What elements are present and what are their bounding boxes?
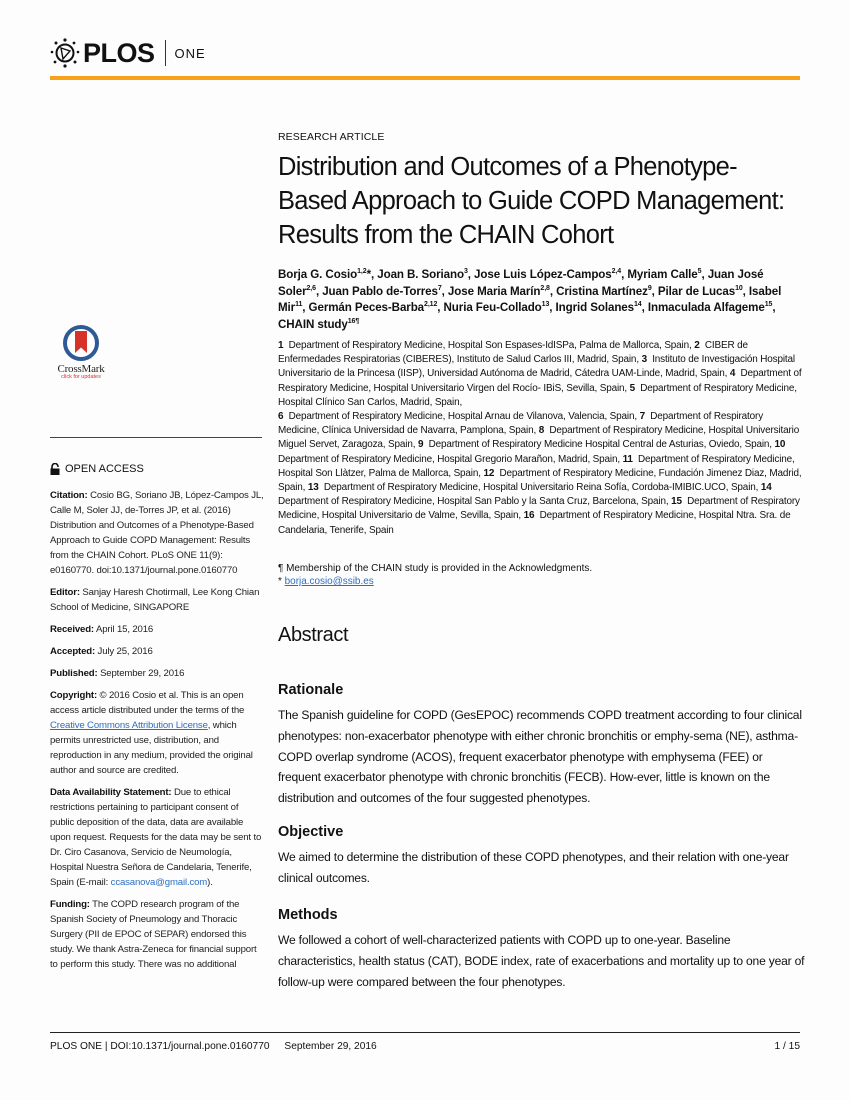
received-date: April 15, 2016	[95, 624, 154, 635]
cc-license-link[interactable]: Creative Commons Attribution License	[50, 720, 208, 731]
corresponding-author	[278, 575, 803, 588]
author: Jose Maria Marín$^{2,8}$	[447, 284, 550, 298]
received-label: Received:	[50, 624, 94, 635]
crossmark-ribbon-icon	[75, 331, 87, 353]
funding-text: The COPD research program of the Spanish Society of Pneumology and Thoracic Surgery (PII de EPOC of SEPAR) endorsed this study. We thank Astra-Zeneca for financial support to perform this study. There was no additional	[50, 899, 257, 970]
author: Borja G. Cosio$^{1,2}$*	[278, 268, 371, 281]
accepted-label: Accepted:	[50, 646, 96, 657]
affiliation: 5 Department of Respiratory Medicine, Hospital Clínico San Carlos, Madrid, Spain,	[278, 382, 797, 408]
affiliation: 8 Department of Respiratory Medicine, Hospital Universitario Miguel Servet, Zaragoza, Spain,	[278, 425, 800, 451]
logo-one-text: ONE	[174, 45, 206, 61]
affiliation: 12 Department of Respiratory Medicine, Fundación Jimenez Diaz, Madrid, Spain,	[278, 467, 802, 494]
editor-block	[50, 585, 264, 615]
editor-text: Sanjay Haresh Chotirmall, Lee Kong Chian School of Medicine, SINGAPORE	[50, 587, 260, 613]
data-availability-label: Data Availability Statement:	[50, 787, 172, 798]
affiliation: 3 Instituto de Investigación Hospital Universitario de la Princesa (IISP), Universidad Autónoma de Madrid, Cátedra UAM-Linde, Madrid, Spain,	[278, 354, 795, 380]
citation-text: Cosio BG, Soriano JB, López-Campos JL, Calle M, Soler JJ, de-Torres JP, et al. (2016) Distribution and Outcomes of a Phenotype-Based Approach to Guide COPD Management: Results from the CHAIN Cohort. PLoS ONE 11(9): e0160770. doi:10.1371/journal.pone.0160770	[50, 490, 264, 576]
data-availability-text: Due to ethical restrictions pertaining to participant consent of public deposition of the data, data are available upon request. Requests for the data may be sent to Dr. Ciro Casanova, Servicio de Neumología, Hospital Nuestra Señora de Candelaria, Tenerife, Spain (E-mail:	[50, 787, 262, 888]
published-label: Published:	[50, 668, 98, 679]
accepted-block	[50, 644, 264, 659]
crossmark-sublabel: click for updates	[61, 374, 101, 380]
title-line: Distribution and Outcomes of a Phenotype-	[278, 153, 737, 181]
footer-journal-doi: PLOS ONE | DOI:10.1371/journal.pone.0160770	[50, 1041, 270, 1052]
abstract-heading: Abstract	[278, 624, 349, 646]
author: Juan José Soler$^{2,6}$	[278, 268, 764, 298]
author: Isabel Mir$^{11}$	[278, 284, 782, 314]
citation-block	[50, 488, 264, 578]
footer-rule	[50, 1032, 800, 1033]
accepted-date: July 25, 2016	[97, 646, 153, 657]
footer-citation	[50, 1041, 377, 1052]
title-line: Based Approach to Guide COPD Management:	[278, 187, 785, 215]
affiliation: 1 Department of Respiratory Medicine, Hospital Son Espases-IdISPa, Palma de Mallorca, Spain,	[278, 340, 692, 351]
data-availability-post: ).	[207, 877, 213, 888]
data-availability-block	[50, 785, 264, 890]
rationale-heading: Rationale	[278, 682, 344, 698]
affiliation: 4 Department of Respiratory Medicine, Hospital Universitario Virgen del Rocío- IBiS, Sevilla, Spain,	[278, 368, 802, 394]
membership-note: ¶ Membership of the CHAIN study is provided in the Acknowledgments.	[278, 563, 593, 574]
affiliation: 6 Department of Respiratory Medicine, Hospital Arnau de Vilanova, Valencia, Spain,	[278, 411, 637, 423]
sidebar-divider	[50, 437, 262, 438]
affiliations	[278, 339, 803, 538]
corresponding-email-link[interactable]: borja.cosio@ssib.es	[284, 576, 374, 587]
open-access-label: OPEN ACCESS	[65, 463, 144, 475]
author-notes	[278, 562, 803, 588]
objective-text: We aimed to determine the distribution of these COPD phenotypes, and their relation with one-year clinical outcomes.	[278, 850, 789, 885]
title-line: Results from the CHAIN Cohort	[278, 221, 614, 249]
journal-header	[50, 36, 800, 80]
copyright-text-post: , which permits unrestricted use, distribution, and reproduction in any medium, provided the original author and source are credited.	[50, 720, 253, 776]
rationale-text: The Spanish guideline for COPD (GesEPOC) recommends COPD treatment according to four clinical phenotypes: non-exacerbator phenotype with either chronic bronchitis or emphy-sema (NE), asthma-COPD overlap syndrome (ACOS), frequent exacerbator phenotype with emphysema (FEE) or frequent exacerbator phenotype with chronic bronchitis (FECB). How-ever, little is known on the distribution and outcomes of the four suggested phenotypes.	[278, 708, 802, 806]
author: CHAIN study$^{16\P}$	[278, 317, 360, 331]
author: Nuria Feu-Collado$^{13}$	[443, 301, 550, 314]
author: Myriam Calle$^5$	[627, 268, 702, 281]
author: Joan B. Soriano$^3$	[377, 268, 468, 281]
affiliation: 10 Department of Respiratory Medicine, Hospital Gregorio Marañon, Madrid, Spain,	[278, 439, 786, 465]
author: Inmaculada Alfageme$^{15}$	[647, 301, 773, 314]
methods-heading: Methods	[278, 907, 338, 923]
affiliation: 11 Department of Respiratory Medicine, Hospital Son Llàtzer, Palma de Mallorca, Spain,	[278, 453, 795, 479]
methods-text: We followed a cohort of well-characterized patients with COPD up to one-year. Baseline characteristics, health status (CAT), BODE index, rate of exacerbations and mortality up to one year of follow-up were compared between the four phenotypes.	[278, 933, 805, 989]
header-orange-rule	[50, 76, 800, 80]
published-date: September 29, 2016	[100, 668, 185, 679]
affiliation: 2 CIBER de Enfermedades Respiratorias (CIBERES), Instituto de Salud Carlos III, Madrid, Spain,	[278, 340, 748, 366]
author: Pilar de Lucas$^{10}$	[657, 284, 743, 298]
copyright-block	[50, 688, 264, 778]
crossmark-icon	[63, 325, 99, 361]
data-contact-email-link[interactable]: ccasanova@gmail.com	[110, 877, 208, 888]
published-block	[50, 666, 264, 681]
affiliation: 9 Department of Respiratory Medicine Hospital Central de Asturias, Oviedo, Spain,	[417, 439, 772, 451]
unlocked-padlock-icon	[50, 463, 61, 475]
affiliation: 15 Department of Respiratory Medicine, Hospital Universitario de Valme, Sevilla, Spain,	[278, 496, 800, 522]
article-type-label: RESEARCH ARTICLE	[278, 131, 385, 143]
footer-date: September 29, 2016	[284, 1041, 377, 1052]
objective-heading: Objective	[278, 824, 344, 840]
logo-separator	[165, 40, 166, 66]
article-metadata-sidebar	[50, 488, 264, 979]
copyright-text-pre: © 2016 Cosio et al. This is an open access article distributed under the terms of the	[50, 690, 245, 716]
crossmark-label: CrossMark	[57, 363, 105, 375]
crossmark-badge[interactable]	[50, 325, 112, 380]
affiliation: 16 Department of Respiratory Medicine, Hospital Ntra. Sra. de Candelaria, Tenerife, Spain	[278, 510, 791, 536]
author: Germán Peces-Barba$^{2,12}$	[308, 301, 438, 314]
author-list: Borja G. Cosio$^{1,2}$*, Joan B. Soriano$^3$, Jose Luis López-Campos$^{2,4}$, Myriam Calle$^5$, Juan José Soler$^{2,6}$, Juan Pablo de-Torres$^7$, Jose Maria Marín$^{2,8}$, Cristina Martínez$^9$, Pilar de Lucas$^{10}$, Isabel Mir$^{11}$, Germán Peces-Barba$^{2,12}$, Nuria Feu-Collado$^{13}$, Ingrid Solanes$^{14}$, Inmaculada Alfageme$^{15}$, CHAIN study$^{16\P}$	[278, 268, 782, 331]
author: Juan Pablo de-Torres$^7$	[322, 284, 442, 298]
open-access-badge	[50, 463, 144, 475]
plos-globe-icon	[50, 38, 80, 68]
logo-plos-text: PLOS	[83, 37, 155, 68]
affiliation: 13 Department of Respiratory Medicine, Hospital Universitario Reina Sofía, Cordoba-IMIBIC.UCO, Spain,	[307, 482, 759, 494]
article-title	[278, 150, 808, 252]
author: Jose Luis López-Campos$^{2,4}$	[474, 268, 622, 281]
author: Cristina Martínez$^9$	[556, 284, 652, 298]
affiliation: 7 Department of Respiratory Medicine, Clínica Universidad de Navarra, Pamplona, Spain,	[278, 411, 764, 437]
plos-one-logo[interactable]	[50, 36, 206, 70]
editor-label: Editor:	[50, 587, 80, 598]
funding-label: Funding:	[50, 899, 90, 910]
copyright-label: Copyright:	[50, 690, 97, 701]
page-number: 1 / 15	[774, 1041, 800, 1052]
affiliation: 14 Department of Respiratory Medicine, Hospital San Pablo y la Santa Cruz, Barcelona, Spain,	[278, 482, 772, 508]
citation-label: Citation:	[50, 490, 88, 501]
received-block	[50, 622, 264, 637]
author: Ingrid Solanes$^{14}$	[555, 301, 642, 314]
funding-block	[50, 897, 264, 972]
corresponding-mark: *	[278, 576, 282, 587]
